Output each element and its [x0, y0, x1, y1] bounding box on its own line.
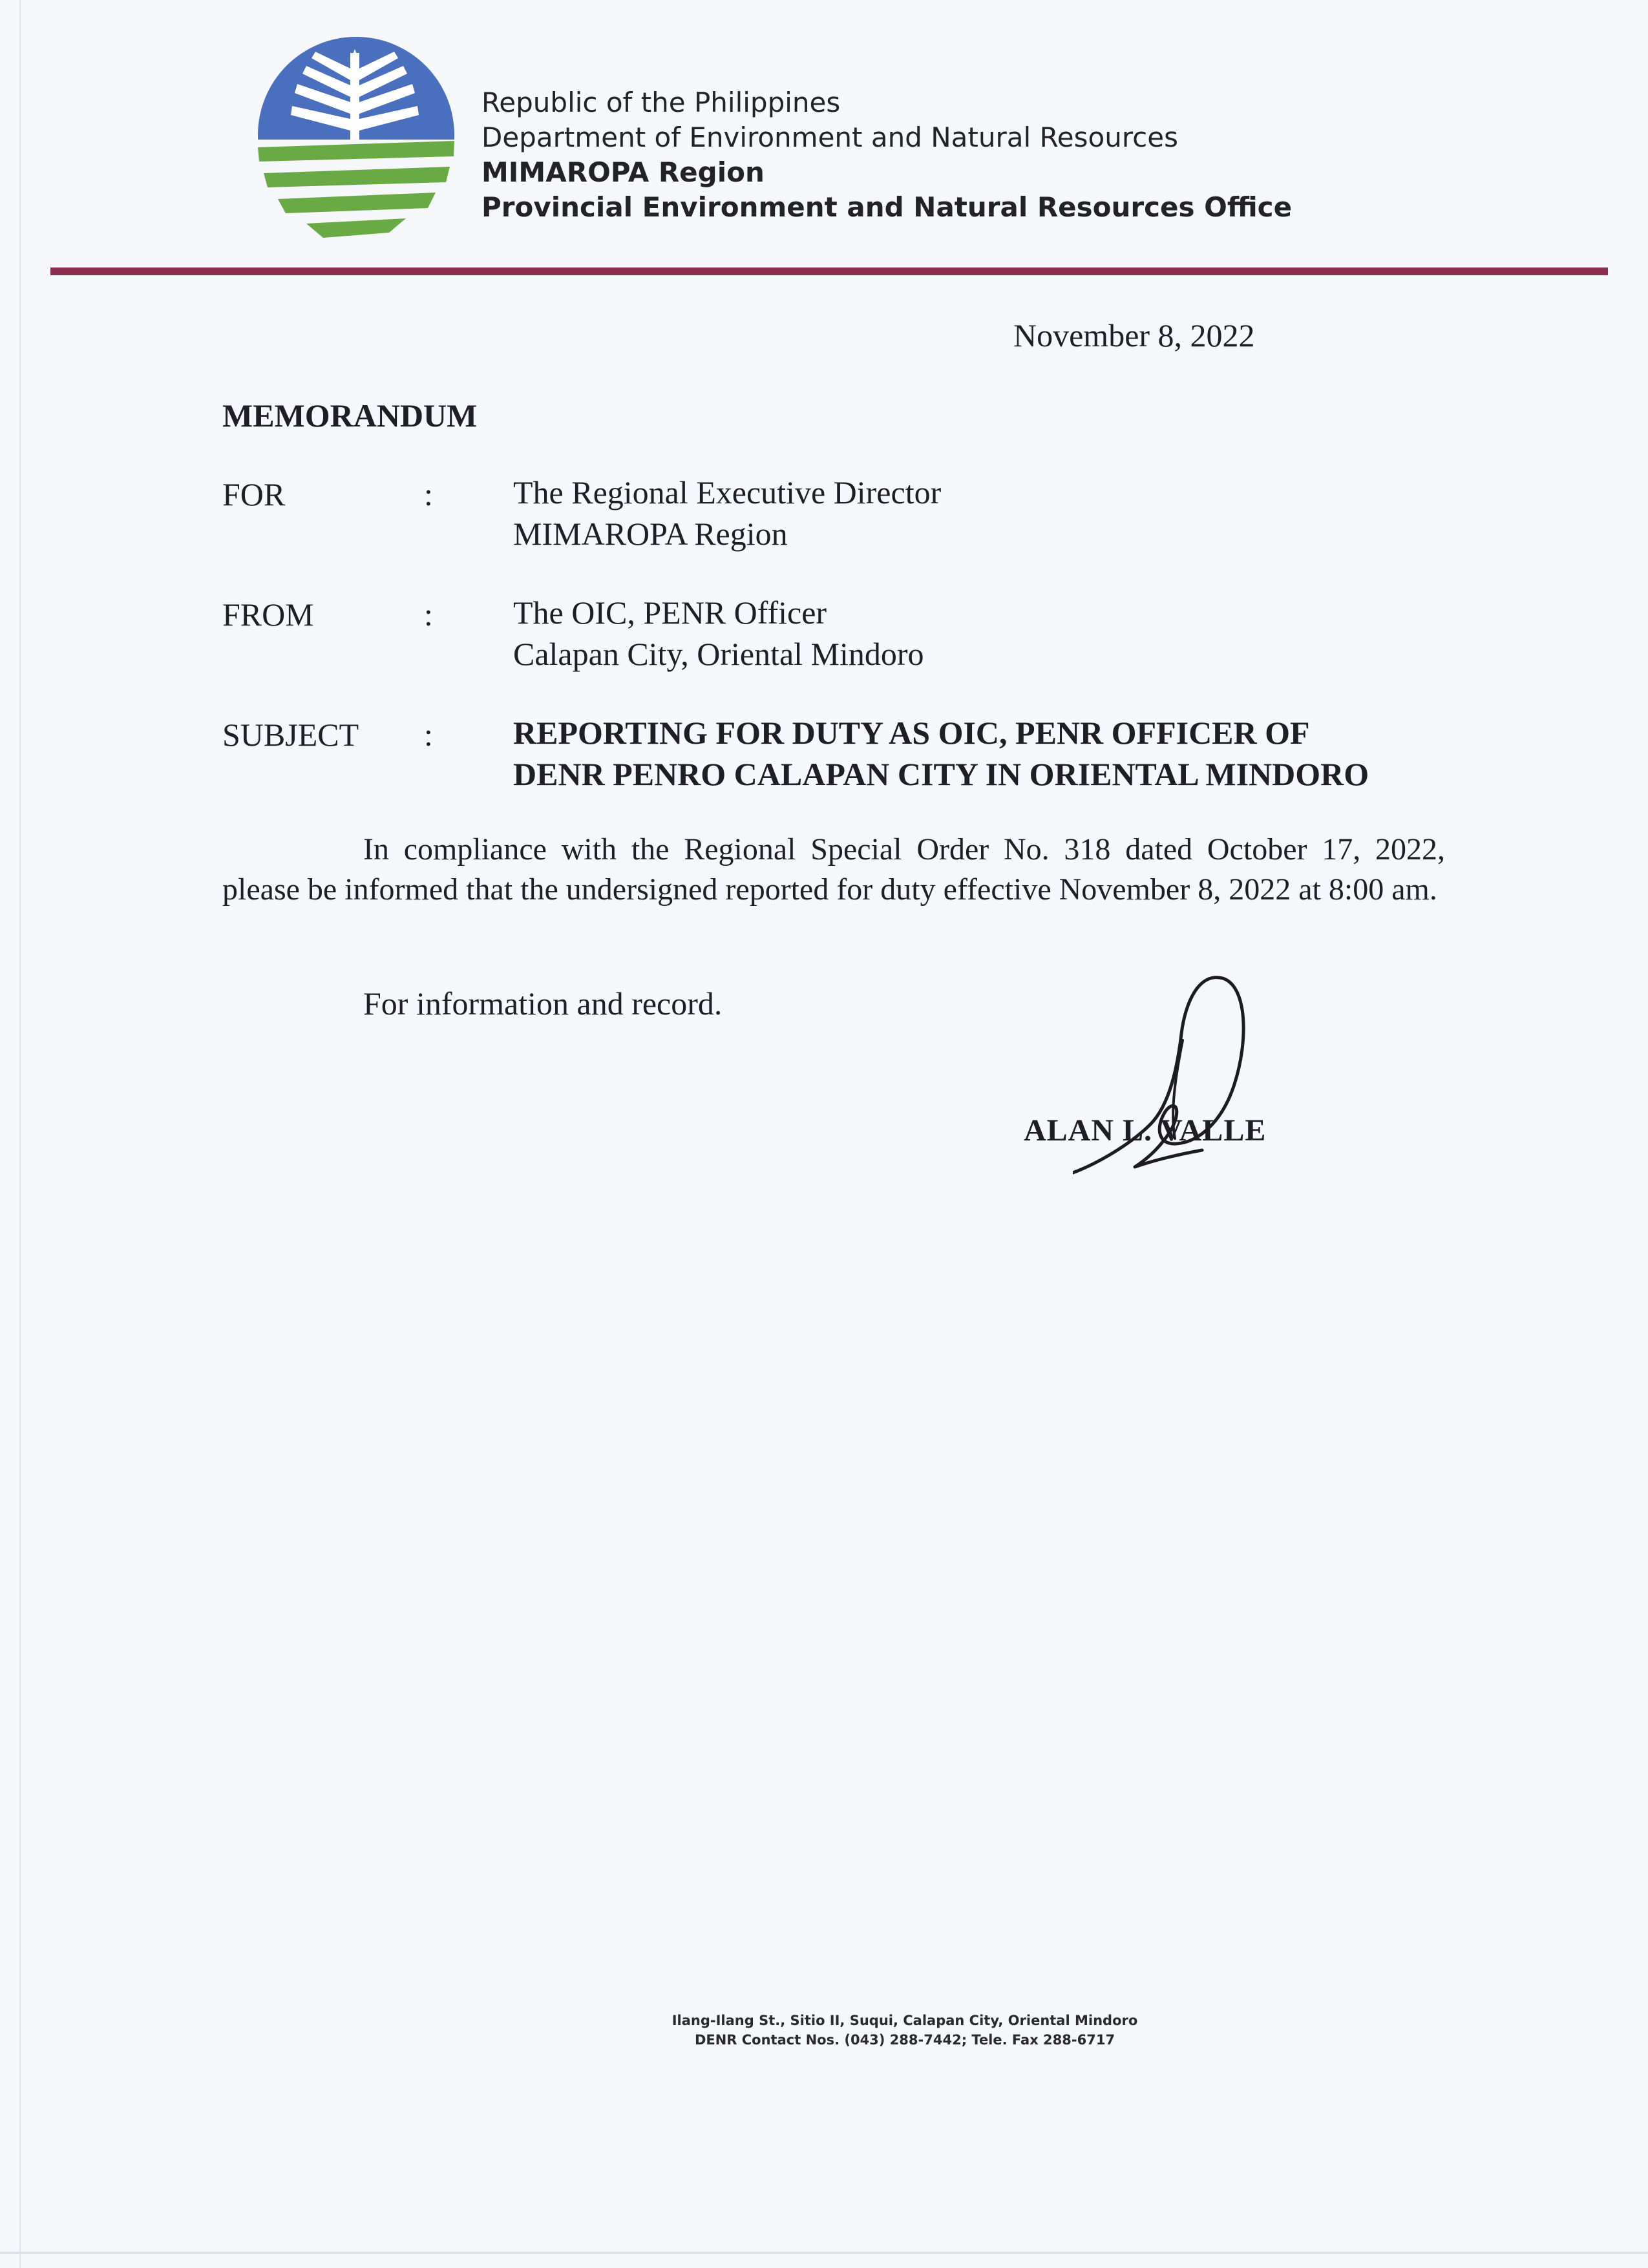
footer-phone: DENR Contact Nos. (043) 288-7442; Tele. Fax 288-6717 — [694, 2032, 1115, 2048]
denr-logo-icon — [256, 35, 456, 239]
memo-closing: For information and record. — [363, 985, 723, 1022]
letterhead-region: MIMAROPA Region — [481, 156, 765, 188]
header-divider — [50, 268, 1608, 275]
for-colon: : — [424, 476, 433, 512]
letterhead — [481, 85, 1292, 225]
handwritten-signature — [1073, 969, 1318, 1189]
signatory-name: ALAN L. VALLE — [1024, 1113, 1267, 1148]
for-recipient-title: The Regional Executive Director — [513, 474, 942, 510]
from-colon: : — [424, 596, 433, 633]
subject-colon: : — [424, 717, 433, 753]
footer-address: Ilang-Ilang St., Sitio II, Suqui, Calapan City, Oriental Mindoro — [671, 2013, 1138, 2028]
for-recipient — [513, 472, 941, 554]
footer-contact — [630, 2011, 1179, 2050]
letterhead-country: Republic of the Philippines — [481, 87, 841, 118]
subject-line-1: REPORTING FOR DUTY AS OIC, PENR OFFICER OF — [513, 715, 1310, 751]
memo-title: MEMORANDUM — [222, 397, 478, 434]
memo-date: November 8, 2022 — [1013, 317, 1255, 353]
memo-body: In compliance with the Regional Special Order No. 318 dated October 17, 2022, please be informed that the undersigned reported for duty effective November 8, 2022 at 8:00 am. — [222, 832, 1445, 907]
letterhead-department: Department of Environment and Natural Resources — [481, 121, 1178, 153]
subject-text — [513, 712, 1369, 795]
for-recipient-region: MIMAROPA Region — [513, 516, 788, 552]
scan-edge-bottom — [0, 2252, 1648, 2254]
from-sender-title: The OIC, PENR Officer — [513, 594, 827, 631]
from-sender — [513, 592, 924, 675]
scan-edge — [19, 0, 21, 2268]
from-label: FROM — [222, 596, 314, 633]
subject-label: SUBJECT — [222, 717, 359, 753]
from-sender-location: Calapan City, Oriental Mindoro — [513, 636, 924, 672]
subject-line-2: DENR PENRO CALAPAN CITY IN ORIENTAL MINDORO — [513, 756, 1369, 792]
for-label: FOR — [222, 476, 286, 512]
letterhead-office: Provincial Environment and Natural Resources Office — [481, 191, 1293, 223]
